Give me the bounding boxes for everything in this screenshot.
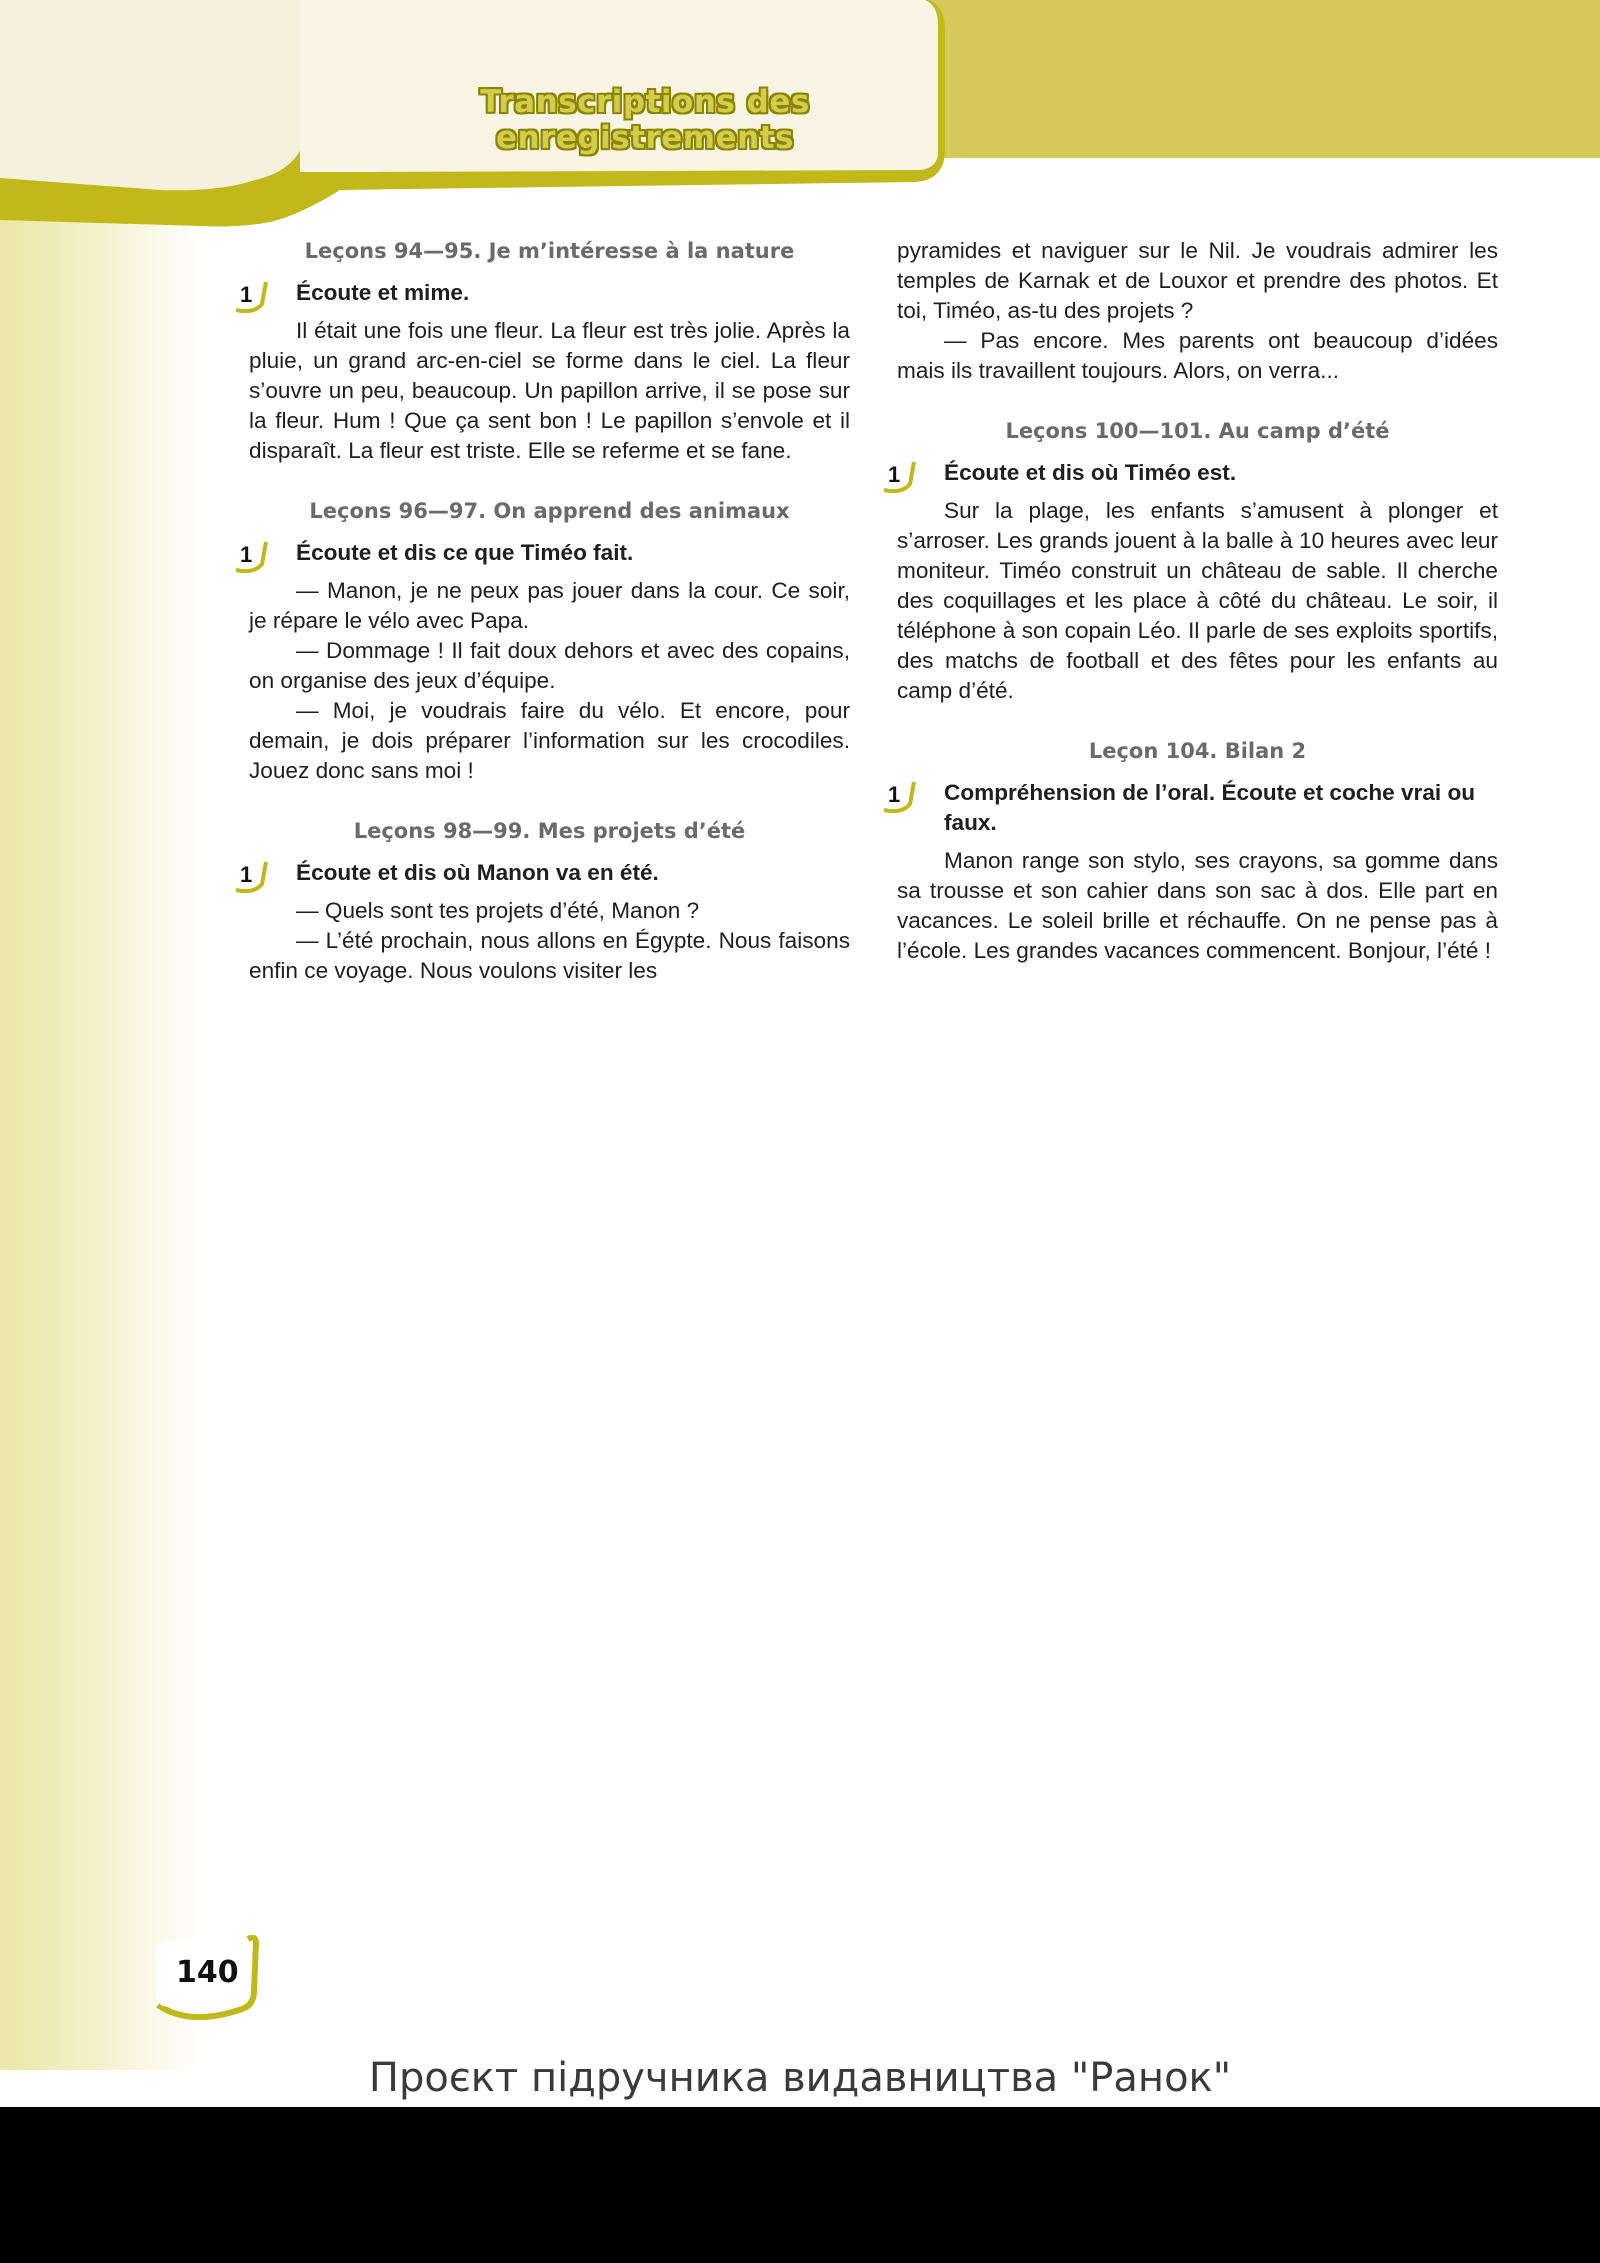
exercise-heading — [888, 778, 1498, 838]
section-title: Leçons 96—97. On apprend des animaux — [309, 499, 790, 523]
dialogue-line: — Moi, je voudrais faire du vélo. Et encore, pour demain, je dois préparer l’information sur les crocodiles. Jouez donc sans moi ! — [249, 698, 850, 783]
section-lecons-96-97 — [240, 496, 850, 786]
dialogue-line: — L’été prochain, nous allons en Égypte. Nous faisons enfin ce voyage. Nous voulons visiter les — [249, 928, 850, 983]
dialogue-line: — Quels sont tes projets d’été, Manon ? — [296, 898, 700, 923]
bottom-black-band — [0, 2107, 1600, 2263]
section-title: Leçons 94—95. Je m’intéresse à la nature — [304, 239, 795, 263]
page-number-badge — [150, 1935, 260, 2023]
right-column — [888, 236, 1498, 966]
header-title: Transcriptions des enregistrements — [480, 84, 810, 156]
exercise-instruction: Écoute et dis où Timéo est. — [944, 460, 1237, 485]
exercise-number-badge: 1 — [232, 858, 274, 894]
exercise-instruction: Compréhension de l’oral. Écoute et coche vrai ou faux. — [944, 780, 1476, 835]
paragraph: Il était une fois une fleur. La fleur est très jolie. Après la pluie, un grand arc-en-ciel se forme dans le ciel. La fleur s’ouvre un peu, beaucoup. Un papillon arrive, il se pose sur la fleur. Hum ! Que ça sent bon ! Le papillon s’envole et il disparaît. La fleur est triste. Elle se referme et se fane. — [249, 318, 850, 463]
section-lecons-98-99 — [240, 816, 850, 986]
exercise-number-badge: 1 — [232, 278, 274, 314]
section-title: Leçons 98—99. Mes projets d’été — [353, 819, 746, 843]
paragraph: Manon range son stylo, ses crayons, sa gomme dans sa trousse et son cahier dans son sac à dos. Elle part en vacances. Le soleil brille et réchauffe. On ne pense pas à l’école. Les grandes vacances commencent. Bonjour, l’été ! — [897, 848, 1498, 963]
dialogue-line: — Pas encore. Mes parents ont beaucoup d’idées mais ils travaillent toujours. Alors, on verra... — [897, 328, 1498, 383]
exercise-heading — [888, 458, 1498, 488]
section-lecons-100-101 — [888, 416, 1498, 706]
section-lecon-104 — [888, 736, 1498, 966]
left-margin-gradient — [0, 150, 200, 2070]
exercise-heading — [240, 278, 850, 308]
exercise-instruction: Écoute et dis ce que Timéo fait. — [296, 540, 634, 565]
exercise-number-badge: 1 — [880, 778, 922, 814]
section-lecons-94-95 — [240, 236, 850, 466]
section-title: Leçon 104. Bilan 2 — [1088, 739, 1307, 763]
left-column — [240, 236, 850, 986]
exercise-heading — [240, 538, 850, 568]
exercise-instruction: Écoute et mime. — [296, 280, 470, 305]
exercise-heading — [240, 858, 850, 888]
dialogue-line: — Dommage ! Il fait doux dehors et avec des copains, on organise des jeux d’équipe. — [249, 638, 850, 693]
paragraph: Sur la plage, les enfants s’amusent à plonger et s’arroser. Les grands jouent à la balle à 10 heures avec leur moniteur. Timéo construit un château de sable. Il cherche des coquillages et les place à côté du château. Le soir, il téléphone à son copain Léo. Il parle de ses exploits sportifs, des matchs de football et des fêtes pour les enfants au camp d’été. — [897, 498, 1498, 703]
dialogue-line: — Manon, je ne peux pas jouer dans la cour. Ce soir, je répare le vélo avec Papa. — [249, 578, 850, 633]
exercise-instruction: Écoute et dis où Manon va en été. — [296, 860, 659, 885]
exercise-number-badge: 1 — [232, 538, 274, 574]
continued-paragraph: pyramides et naviguer sur le Nil. Je voudrais admirer les temples de Karnak et de Louxor et prendre des photos. Et toi, Timéo, as-tu des projets ? — [897, 238, 1498, 323]
exercise-number-badge: 1 — [880, 458, 922, 494]
page-number: 140 — [176, 1955, 239, 1990]
footer-text: Проєкт підручника видавництва "Ранок" — [368, 2055, 1232, 2101]
section-title: Leçons 100—101. Au camp d’été — [1005, 419, 1390, 443]
